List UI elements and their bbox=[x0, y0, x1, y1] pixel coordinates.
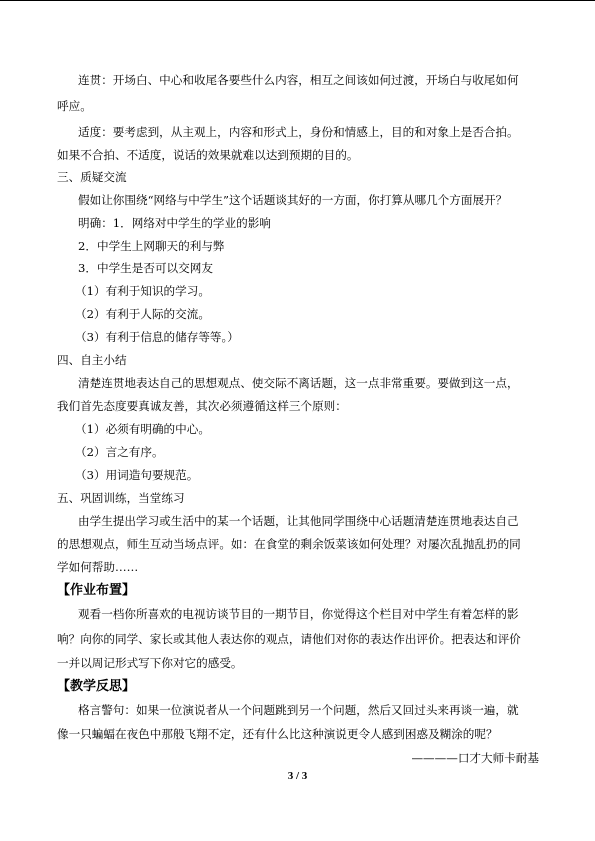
page-number: 3 / 3 bbox=[287, 770, 308, 782]
paragraph-line: 如果不合拍、不适度，说话的效果就难以达到预期的目的。 bbox=[57, 148, 359, 162]
paragraph-line: 学如何帮助…… bbox=[57, 560, 139, 574]
paragraph-line: 呼应。 bbox=[57, 99, 92, 113]
list-item: （2）有利于人际的交流。 bbox=[75, 307, 210, 321]
paragraph-line: 明确：1．网络对中学生的学业的影响 bbox=[78, 216, 271, 230]
list-item: 3．中学生是否可以交网友 bbox=[78, 261, 213, 275]
section-heading: 三、质疑交流 bbox=[57, 170, 127, 184]
paragraph-line: 由学生提出学习或生活中的某一个话题，让其他同学围绕中心话题清楚连贯地表达自己 bbox=[78, 514, 519, 528]
top-rule bbox=[0, 0, 595, 1]
paragraph-line: 假如让你围绕“网络与中学生”这个话题谈其好的一方面，你打算从哪几个方面展开？ bbox=[78, 193, 508, 207]
paragraph-line: 格言警句：如果一位演说者从一个问题跳到另一个问题，然后又回过头来再谈一遍，就 bbox=[78, 703, 519, 717]
list-item: （3）有利于信息的储存等等。） bbox=[75, 330, 239, 344]
paragraph-line: 我们首先态度要真诚友善，其次必须遵循这样三个原则： bbox=[57, 399, 347, 413]
homework-heading: 【作业布置】 bbox=[57, 583, 136, 598]
list-item: 2．中学生上网聊天的利与弊 bbox=[78, 239, 225, 253]
list-item: （2）言之有序。 bbox=[75, 445, 164, 459]
paragraph-line: 适度：要考虑到，从主观上，内容和形式上，身份和情感上，目的和对象上是否合拍。 bbox=[78, 125, 519, 139]
paragraph-line: 清楚连贯地表达自己的思想观点、使交际不离话题，这一点非常重要。要做到这一点， bbox=[78, 376, 519, 390]
paragraph-line: 观看一档你所喜欢的电视访谈节目的一期节目，你觉得这个栏目对中学生有着怎样的影 bbox=[78, 607, 519, 621]
paragraph-line: 响？向你的同学、家长或其他人表达你的观点，请他们对你的表达作出评价。把表达和评价 bbox=[57, 632, 521, 646]
list-item: （1）必须有明确的中心。 bbox=[75, 422, 210, 436]
paragraph-line: 的思想观点，师生互动当场点评。如：在食堂的剩余饭菜该如何处理？对屡次乱抛乱扔的同 bbox=[57, 537, 521, 551]
list-item: （3）用词造句要规范。 bbox=[75, 468, 199, 482]
list-item: （1）有利于知识的学习。 bbox=[75, 284, 210, 298]
paragraph-line: 一并以周记形式写下你对它的感受。 bbox=[57, 656, 243, 670]
quote-attribution: ————口才大师卡耐基 bbox=[411, 751, 539, 765]
section-heading: 四、自主小结 bbox=[57, 353, 127, 367]
paragraph-line: 连贯：开场白、中心和收尾各要些什么内容，相互之间该如何过渡，开场白与收尾如何 bbox=[78, 73, 519, 87]
reflection-heading: 【教学反思】 bbox=[57, 679, 136, 694]
paragraph-line: 像一只蝙蝠在夜色中那般飞翔不定，还有什么比这种演说更令人感到困惑及糊涂的呢？ bbox=[57, 727, 498, 741]
section-heading: 五、巩固训练，当堂练习 bbox=[57, 491, 185, 505]
